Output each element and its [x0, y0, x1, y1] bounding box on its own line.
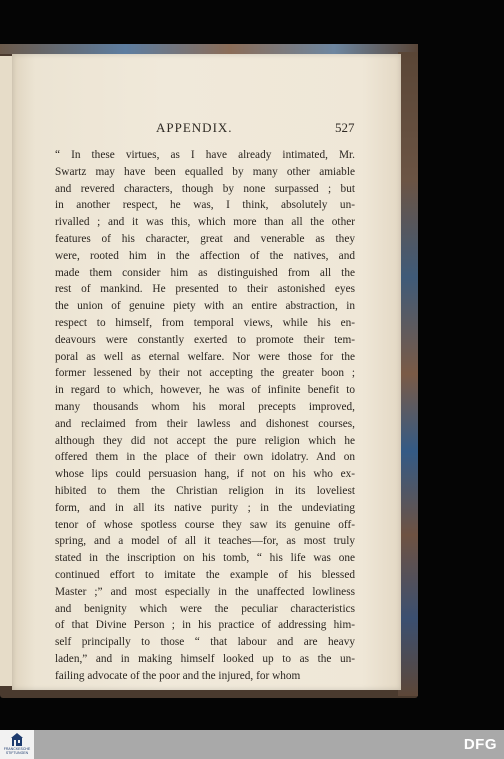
text-line: deavours were constantly exerted to promote their tem-	[55, 333, 355, 346]
text-line: Swartz may have been equalled by many other amiable	[55, 165, 355, 178]
text-line: poral as well as eternal welfare. Nor were those for the	[55, 350, 355, 363]
text-line: whose lips could persuasion hang, if not on his who ex-	[55, 468, 355, 481]
building-icon	[11, 733, 23, 747]
text-line: former lessened by their not accepting the greater boon ;	[55, 367, 355, 380]
text-line: and revered characters, though by none surpassed ; but	[55, 182, 355, 195]
logo-text	[2, 747, 32, 755]
text-line: hibited to them the Christian religion in its loveliest	[55, 484, 355, 497]
text-line: Master ;” and most especially in the unaffected lowliness	[55, 585, 355, 598]
page-header-title: APPENDIX.	[156, 120, 233, 135]
book-page	[12, 54, 401, 690]
book-fore-edge	[398, 52, 418, 696]
text-line: the union of genuine piety with an entire abstraction, in	[55, 300, 355, 313]
text-line: form, and in all its native purity ; in the undeviating	[55, 501, 355, 514]
logo-text-line-2: STIFTUNGEN	[5, 751, 29, 755]
text-line: offered them in the place of their own idolatry. And on	[55, 451, 355, 464]
text-line: made them consider him as distinguished from all the	[55, 266, 355, 279]
logo-text-line-1: FRANCKESCHE	[3, 747, 31, 751]
text-line: and reclaimed from their lawless and dishonest courses,	[55, 417, 355, 430]
text-line: failing advocate of the poor and the injured, for whom	[55, 669, 301, 682]
viewer-footer-bar	[0, 730, 504, 759]
text-line: spring, and a model of all it teaches—for, as most truly	[55, 535, 355, 548]
page-number: 527	[335, 120, 355, 135]
dfg-logo[interactable]: DFG	[463, 736, 497, 753]
text-line: were, rooted him in the affection of the natives, and	[55, 249, 355, 262]
text-line: laden,” and in making himself looked up to as the un-	[55, 652, 355, 665]
francke-logo[interactable]	[0, 730, 34, 759]
text-line: tenor of whose spotless course they saw its genuine off-	[55, 518, 355, 531]
text-line: although they did not accept the pure religion which he	[55, 434, 355, 447]
text-line: stated in the inscription on his tomb, “ his life was one	[55, 552, 355, 565]
text-line: and benignity which were the peculiar characteristics	[55, 602, 355, 615]
text-line: “ In these virtues, as I have already intimated, Mr.	[55, 149, 355, 161]
text-line: features of his character, great and venerable as they	[55, 232, 355, 245]
text-line: self principally to those “ that labour and are heavy	[55, 636, 355, 649]
text-line: in regard to which, however, he was of infinite benefit to	[55, 384, 355, 397]
text-line: of that Divine Person ; in his practice of addressing him-	[55, 619, 355, 632]
text-line: rivalled ; and it was this, which more than all the other	[55, 216, 355, 229]
running-head	[12, 120, 401, 136]
text-line: respect to himself, from temporal views, while his en-	[55, 316, 355, 329]
text-line: rest of mankind. He presented to their astonished eyes	[55, 283, 355, 296]
page-body-text	[55, 147, 355, 685]
text-line: in another respect, he was, I think, absolutely un-	[55, 199, 355, 212]
text-line: many thousands whom his moral precepts improved,	[55, 400, 355, 413]
book-top-edge	[0, 44, 418, 54]
text-line: continued effort to imitate the example of his blessed	[55, 568, 355, 581]
